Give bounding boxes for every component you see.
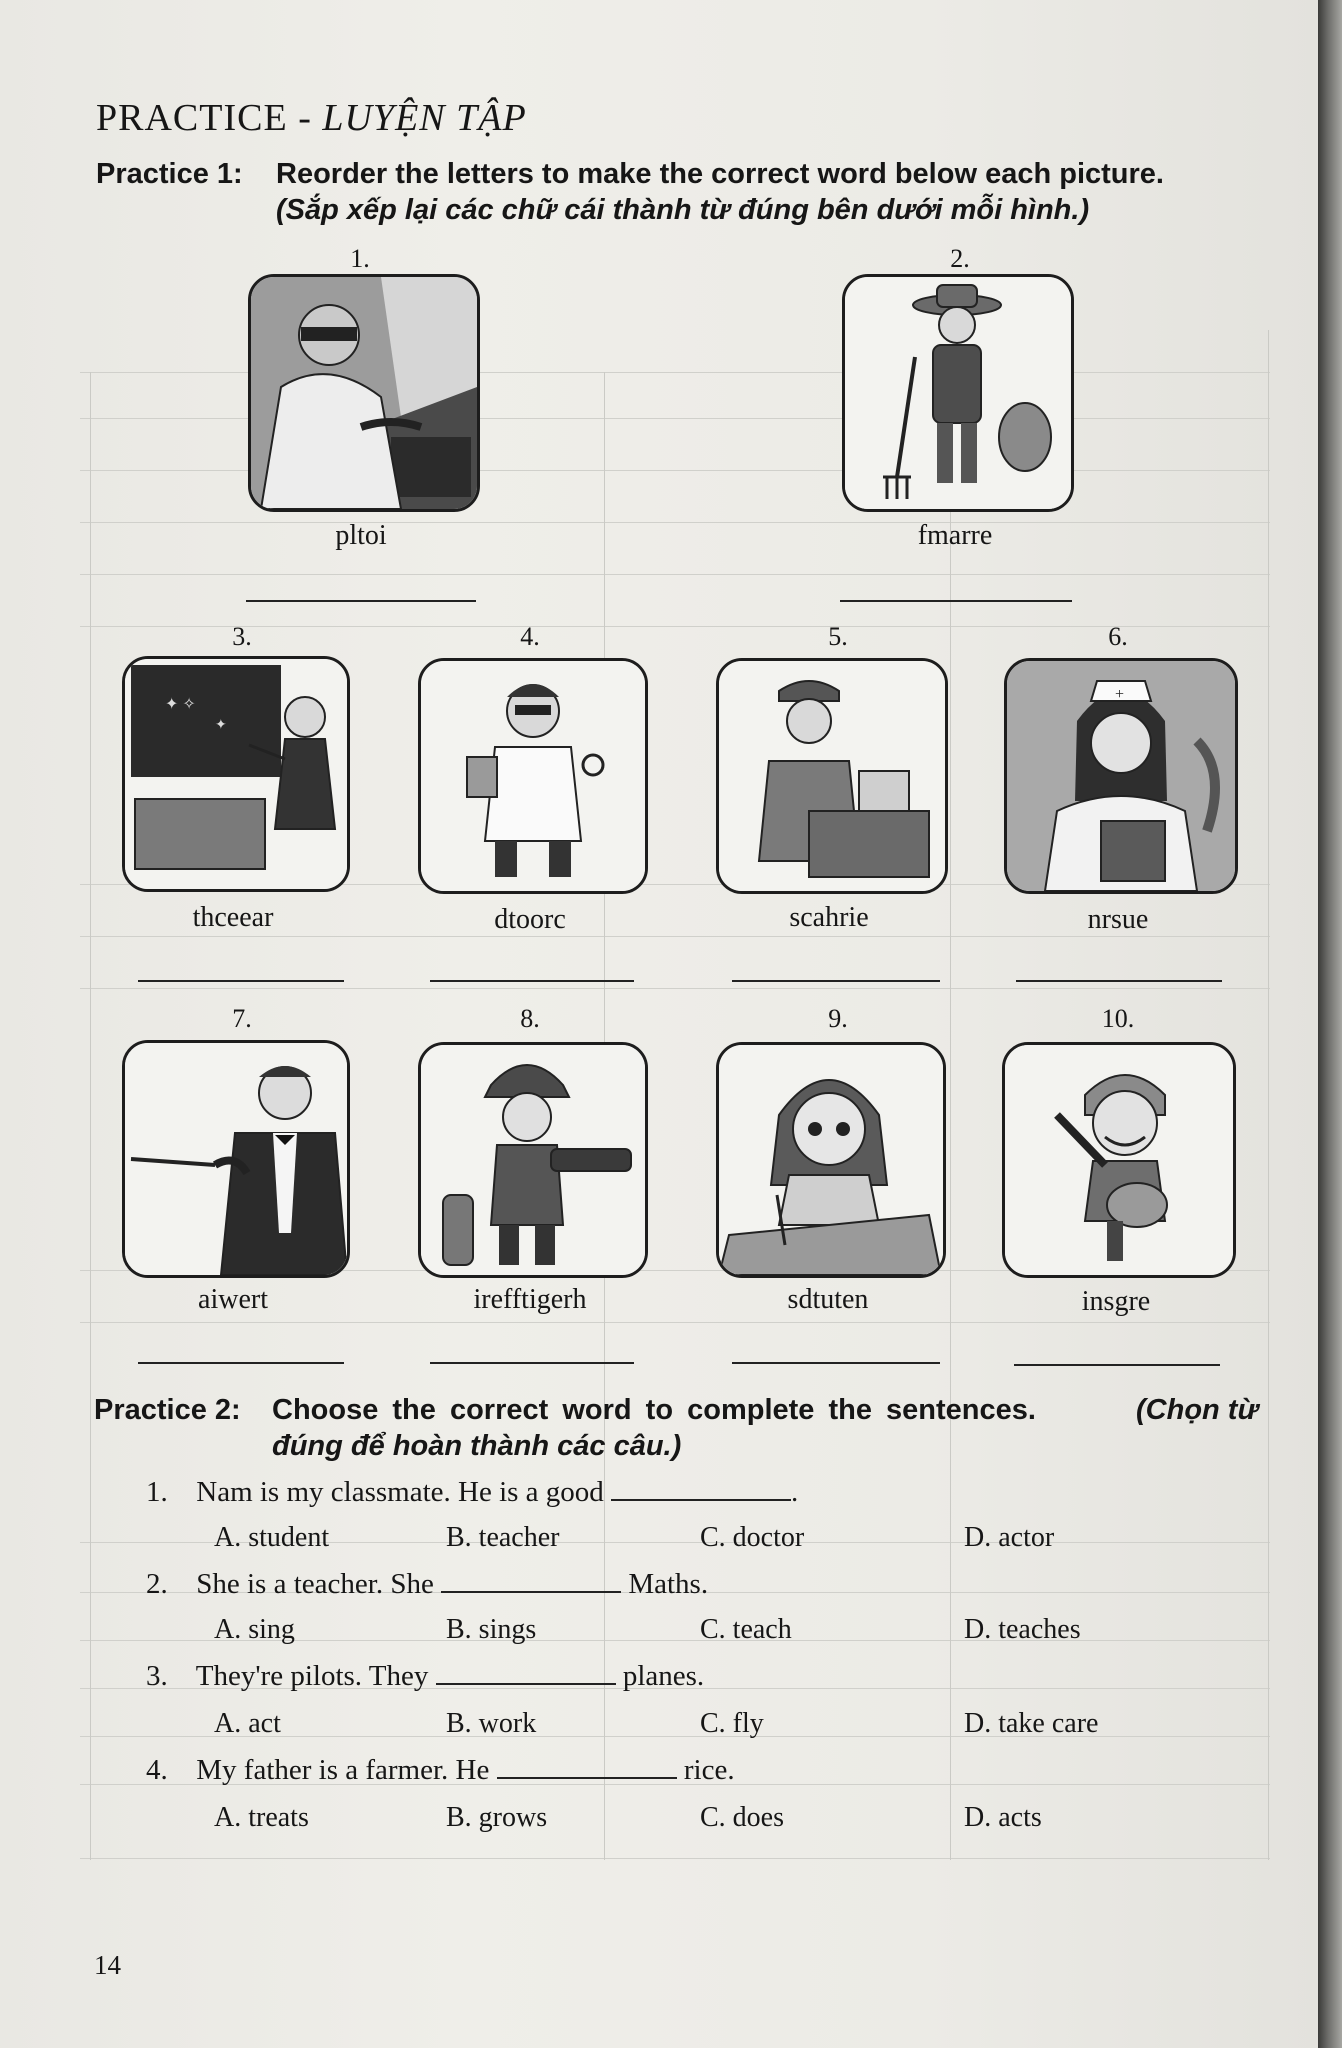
item-number: 8. — [520, 1004, 540, 1033]
answer-blank[interactable] — [138, 1362, 344, 1364]
practice2-label: Practice 2: — [94, 1394, 241, 1426]
ghost-line — [80, 1322, 1270, 1323]
option-b[interactable]: B. sings — [446, 1614, 537, 1645]
question-text-end: rice. — [683, 1754, 735, 1786]
answer-blank[interactable] — [1016, 980, 1222, 982]
item-number: 4. — [520, 622, 540, 651]
scrambled-word: nrsue — [1087, 904, 1149, 935]
firefighter-picture — [418, 1042, 648, 1278]
option-a[interactable]: A. treats — [214, 1802, 309, 1833]
svg-text:+: + — [1115, 686, 1125, 703]
item-number: 2. — [950, 244, 970, 273]
answer-blank[interactable] — [430, 980, 634, 982]
practice1-label: Practice 1: — [96, 158, 243, 190]
answer-blank[interactable] — [1014, 1364, 1220, 1366]
heading-italic-text: LUYỆN TẬP — [322, 97, 527, 139]
option-c[interactable]: C. teach — [700, 1614, 792, 1645]
item-number: 5. — [828, 622, 848, 651]
question-4 — [146, 1754, 735, 1787]
option-b[interactable]: B. grows — [446, 1802, 548, 1833]
farmer-picture — [842, 274, 1074, 512]
question-number: 1. — [146, 1476, 168, 1508]
scrambled-word: dtoorc — [494, 904, 566, 935]
scrambled-word: insgre — [1081, 1286, 1151, 1317]
item-number: 7. — [232, 1004, 252, 1033]
svg-text:✦: ✦ — [215, 718, 227, 733]
item-number: 10. — [1101, 1004, 1135, 1033]
question-text: Nam is my classmate. He is a good — [196, 1476, 604, 1508]
option-c[interactable]: C. doctor — [700, 1522, 805, 1553]
question-text-end: planes. — [622, 1660, 705, 1692]
singer-picture — [1002, 1042, 1236, 1278]
answer-blank[interactable] — [246, 600, 476, 602]
question-text-end: . — [791, 1476, 799, 1508]
answer-gap[interactable] — [436, 1661, 616, 1685]
answer-blank[interactable] — [732, 980, 940, 982]
page-number: 14 — [94, 1950, 121, 1980]
answer-gap[interactable] — [497, 1755, 677, 1779]
option-a[interactable]: A. sing — [214, 1614, 295, 1645]
practice1-translation: (Sắp xếp lại các chữ cái thành từ đúng bên dưới mỗi hình.) — [276, 194, 1090, 226]
question-text-end: Maths. — [628, 1568, 709, 1600]
item-number: 1. — [350, 244, 370, 273]
cashier-picture — [716, 658, 948, 894]
question-text: She is a teacher. She — [196, 1568, 434, 1600]
scrambled-word: thceear — [192, 902, 274, 933]
waiter-picture — [122, 1040, 350, 1278]
option-d[interactable]: D. acts — [964, 1802, 1042, 1833]
ghost-line — [80, 574, 1270, 575]
nurse-picture — [1004, 658, 1238, 894]
ghost-line — [80, 936, 1270, 937]
scrambled-word: pltoi — [335, 520, 387, 551]
option-a[interactable]: A. student — [214, 1522, 330, 1553]
item-number: 6. — [1108, 622, 1128, 651]
option-c[interactable]: C. fly — [700, 1708, 764, 1739]
item-number: 9. — [828, 1004, 848, 1033]
heading-text: PRACTICE - — [96, 97, 323, 139]
question-text: My father is a farmer. He — [196, 1754, 490, 1786]
ghost-line — [1268, 330, 1269, 1860]
answer-blank[interactable] — [138, 980, 344, 982]
item-number: 3. — [232, 622, 252, 651]
option-b[interactable]: B. work — [446, 1708, 537, 1739]
practice2-translation-part2: đúng để hoàn thành các câu.) — [272, 1430, 682, 1462]
answer-blank[interactable] — [732, 1362, 940, 1364]
practice2-translation-part1: (Chọn từ — [1136, 1394, 1259, 1426]
option-c[interactable]: C. does — [700, 1802, 784, 1833]
practice2-instruction: Choose the correct word to complete the sentences. — [272, 1394, 1036, 1426]
question-3 — [146, 1660, 704, 1693]
ghost-line — [950, 372, 951, 1860]
teacher-picture — [122, 656, 350, 892]
question-2 — [146, 1568, 708, 1601]
option-d[interactable]: D. teaches — [964, 1614, 1081, 1645]
ghost-line — [90, 372, 91, 1860]
scrambled-word: fmarre — [917, 520, 993, 551]
scrambled-word: aiwert — [198, 1284, 268, 1315]
practice1-instruction: Reorder the letters to make the correct word below each picture. — [276, 158, 1164, 190]
scrambled-word: sdtuten — [787, 1284, 869, 1315]
answer-gap[interactable] — [441, 1569, 621, 1593]
ghost-line — [80, 988, 1270, 989]
svg-text:✦ ✧: ✦ ✧ — [165, 696, 196, 713]
question-number: 4. — [146, 1754, 168, 1786]
question-number: 3. — [146, 1660, 168, 1692]
question-text: They're pilots. They — [195, 1660, 429, 1692]
scrambled-word: scahrie — [789, 902, 869, 933]
question-number: 2. — [146, 1568, 168, 1600]
page-edge — [1318, 0, 1342, 2048]
option-d[interactable]: D. take care — [964, 1708, 1099, 1739]
answer-blank[interactable] — [840, 600, 1072, 602]
pilot-picture — [248, 274, 480, 512]
option-d[interactable]: D. actor — [964, 1522, 1055, 1553]
doctor-picture — [418, 658, 648, 894]
student-picture — [716, 1042, 946, 1278]
option-b[interactable]: B. teacher — [446, 1522, 560, 1553]
question-1 — [146, 1476, 798, 1509]
scrambled-word: irefftigerh — [473, 1284, 587, 1315]
ghost-line — [80, 1858, 1270, 1859]
answer-gap[interactable] — [611, 1477, 791, 1501]
option-a[interactable]: A. act — [214, 1708, 281, 1739]
page-heading — [96, 96, 527, 140]
answer-blank[interactable] — [430, 1362, 634, 1364]
